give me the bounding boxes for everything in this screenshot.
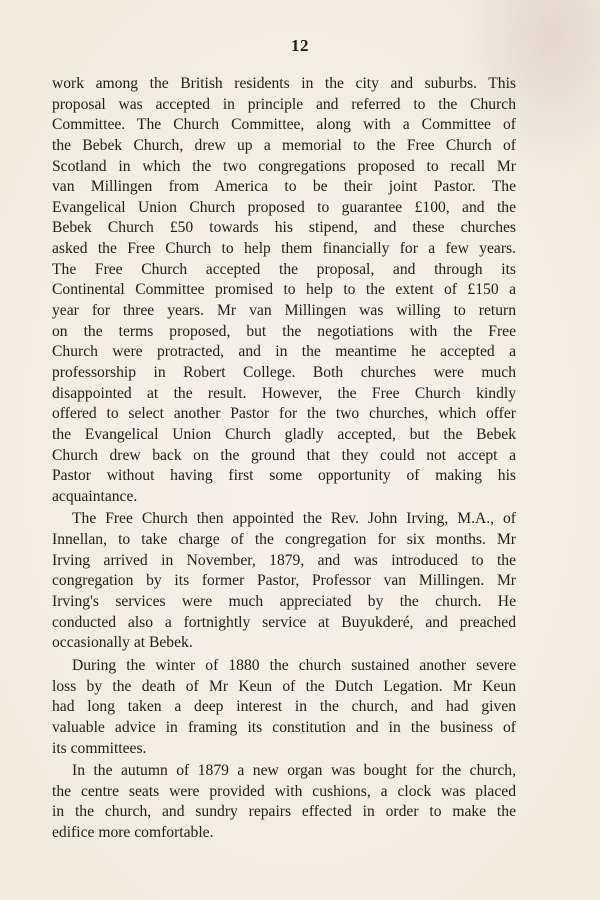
paragraph <box>52 509 516 653</box>
paragraph <box>52 74 516 507</box>
text-line: Irving's services were much appreciated by the church. He <box>52 593 516 611</box>
text-line: the centre seats were provided with cushions, a clock was placed <box>52 782 516 800</box>
text-line: in the church, and sundry repairs effected in order to make the <box>52 803 516 821</box>
text-line: valuable advice in framing its constitution and in the business of <box>52 718 516 736</box>
text-line: the Bebek Church, drew up a memorial to the Free Church of <box>52 136 516 154</box>
body-text <box>52 74 516 846</box>
text-line: loss by the death of Mr Keun of the Dutch Legation. Mr Keun <box>52 677 516 695</box>
paragraph <box>52 761 516 844</box>
text-line: Committee. The Church Committee, along with a Committee of <box>52 116 516 134</box>
text-line: its committees. <box>52 739 147 757</box>
text-line: van Millingen from America to be their joint Pastor. The <box>52 178 516 196</box>
text-line: conducted also a fortnightly service at Buyukderé, and preached <box>52 613 516 631</box>
text-line: the Evangelical Union Church gladly accepted, but the Bebek <box>52 425 516 443</box>
text-line: Pastor without having first some opportunity of making his <box>52 467 516 485</box>
text-line: year for three years. Mr van Millingen was willing to return <box>52 302 516 320</box>
text-line: occasionally at Bebek. <box>52 634 193 652</box>
text-line: had long taken a deep interest in the church, and had given <box>52 698 516 716</box>
text-line: disappointed at the result. However, the Free Church kindly <box>52 384 516 402</box>
text-line: professorship in Robert College. Both churches were much <box>52 363 516 381</box>
text-line: In the autumn of 1879 a new organ was bought for the church, <box>72 762 516 780</box>
text-line: Evangelical Union Church proposed to guarantee £100, and the <box>52 198 516 216</box>
text-line: Church drew back on the ground that they could not accept a <box>52 446 516 464</box>
text-line: on the terms proposed, but the negotiations with the Free <box>52 322 516 340</box>
text-line: The Free Church then appointed the Rev. John Irving, M.A., of <box>72 510 516 528</box>
text-line: work among the British residents in the city and suburbs. This <box>52 75 516 92</box>
text-line: congregation by its former Pastor, Professor van Millingen. Mr <box>52 572 516 590</box>
text-line: acquaintance. <box>52 487 138 505</box>
text-line: Bebek Church £50 towards his stipend, and these churches <box>52 219 516 237</box>
text-line: Irving arrived in November, 1879, and was introduced to the <box>52 551 516 569</box>
paragraph <box>52 656 516 759</box>
text-line: Innellan, to take charge of the congregation for six months. Mr <box>52 531 516 549</box>
text-line: The Free Church accepted the proposal, and through its <box>52 260 516 278</box>
text-line: asked the Free Church to help them financially for a few years. <box>52 240 516 258</box>
text-line: Church were protracted, and in the meantime he accepted a <box>52 343 516 361</box>
text-line: During the winter of 1880 the church sustained another severe <box>72 656 516 674</box>
text-line: Continental Committee promised to help to the extent of £150 a <box>52 281 516 299</box>
text-line: Scotland in which the two congregations proposed to recall Mr <box>52 157 516 175</box>
text-line: edifice more comfortable. <box>52 824 214 842</box>
text-line: proposal was accepted in principle and referred to the Church <box>52 95 516 113</box>
text-line: offered to select another Pastor for the two churches, which offer <box>52 405 516 423</box>
page-number: 12 <box>291 36 309 55</box>
